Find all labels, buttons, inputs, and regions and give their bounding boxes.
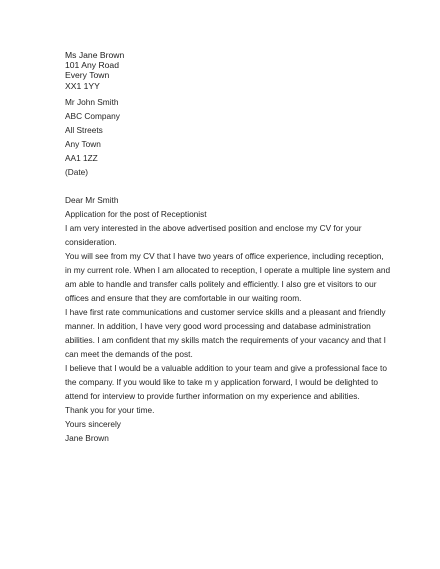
recipient-company: ABC Company <box>65 111 120 122</box>
recipient-address <box>65 95 120 180</box>
sender-town: Every Town <box>65 70 110 81</box>
sender-street: 101 Any Road <box>65 60 119 71</box>
sender-name: Ms Jane Brown <box>65 50 125 60</box>
letter-body <box>65 193 390 445</box>
body-line: Thank you for your time. <box>65 405 155 415</box>
recipient-name: Mr John Smith <box>65 97 119 107</box>
body-line: can meet the demands of the post. <box>65 349 193 359</box>
body-line: am able to handle and transfer calls politely and efficiently. I also gre et visitors to our <box>65 279 377 289</box>
body-line: offices and ensure that they are comfortable in our waiting room. <box>65 293 302 303</box>
recipient-town: Any Town <box>65 139 101 150</box>
closing: Yours sincerely <box>65 419 121 429</box>
body-line: I have first rate communications and customer service skills and a pleasant and friendly <box>65 307 386 317</box>
sender-postcode: XX1 1YY <box>65 80 100 91</box>
salutation: Dear Mr Smith <box>65 195 119 205</box>
body-line: attend for interview to provide further information on my experience and abilities. <box>65 391 360 401</box>
subject-line: Application for the post of Receptionist <box>65 209 207 219</box>
body-line: consideration. <box>65 237 117 247</box>
letter-date: (Date) <box>65 167 89 178</box>
body-line: I believe that I would be a valuable addition to your team and give a professional face to <box>65 363 387 373</box>
sender-address <box>65 50 124 91</box>
body-line: in my current role. When I am allocated to reception, I operate a multiple line system and <box>65 265 391 275</box>
recipient-postcode: AA1 1ZZ <box>65 153 98 164</box>
body-line: You will see from my CV that I have two years of office experience, including reception, <box>65 251 384 261</box>
body-line: manner. In addition, I have very good word processing and database administration <box>65 321 371 331</box>
body-line: I am very interested in the above advertised position and enclose my CV for your <box>65 223 362 233</box>
body-line: the company. If you would like to take m y application forward, I would be delighted to <box>65 377 378 387</box>
signature: Jane Brown <box>65 433 109 443</box>
recipient-street: All Streets <box>65 125 103 136</box>
body-line: abilities. I am confident that my skills match the requirements of your vacancy and that I <box>65 335 386 345</box>
